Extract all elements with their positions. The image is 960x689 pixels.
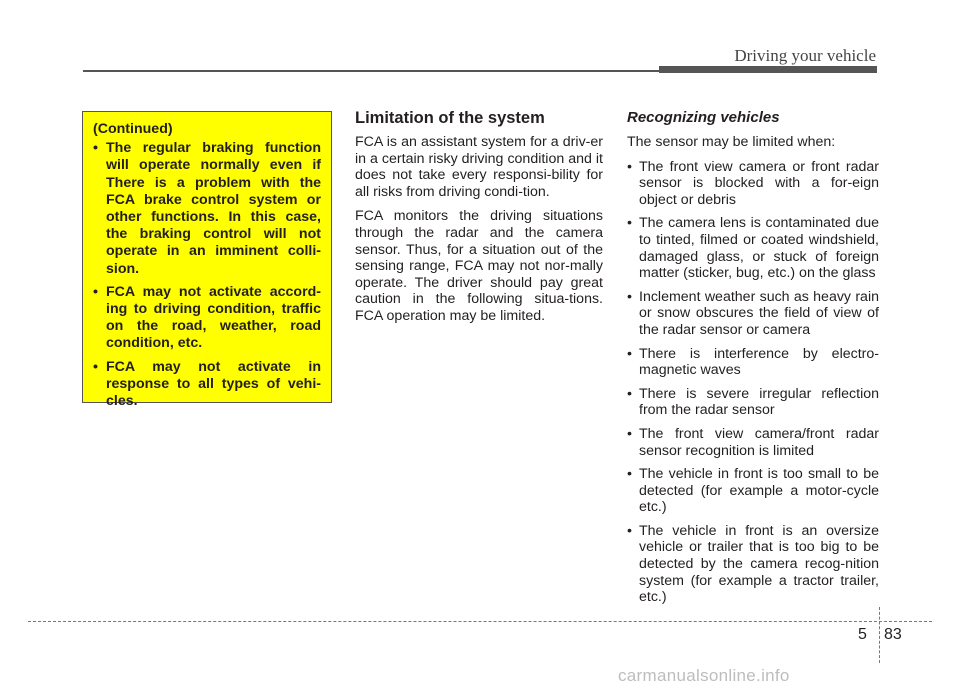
bullet-icon: • bbox=[627, 288, 632, 305]
warning-item bbox=[93, 359, 321, 411]
paragraph: FCA monitors the driving situations through the radar and the camera sensor. Thus, for a situation out of the sensing range, FCA may not nor-mally operate. The driver should pay great caution in the following situa-tions. FCA operation may be limited. bbox=[355, 208, 603, 324]
bullet-icon: • bbox=[93, 283, 98, 300]
list-item-text: There is severe irregular reflection from the radar sensor bbox=[639, 385, 879, 419]
bullet-icon: • bbox=[93, 140, 98, 157]
warning-box bbox=[82, 111, 332, 410]
header-bar bbox=[659, 66, 877, 73]
bullet-icon: • bbox=[627, 466, 632, 483]
bullet-icon: • bbox=[627, 522, 632, 539]
warning-item-text: The regular braking function will operate normally even if There is a problem with the FCA brake control system or other functions. In this case, the braking control will not operate in an imminent colli-sion. bbox=[106, 140, 321, 277]
recognizing-section bbox=[627, 109, 879, 613]
list-item-text: There is interference by electro-magnetic waves bbox=[639, 345, 879, 379]
bullet-icon: • bbox=[627, 385, 632, 402]
list-item bbox=[627, 159, 879, 209]
list-item bbox=[627, 386, 879, 419]
list-item-text: Inclement weather such as heavy rain or snow obscures the field of view of the radar sensor or camera bbox=[639, 288, 879, 338]
limitation-section bbox=[355, 109, 603, 333]
list-item-text: The vehicle in front is too small to be detected (for example a motor-cycle etc.) bbox=[639, 466, 879, 516]
bullet-icon: • bbox=[627, 215, 632, 232]
bullet-icon: • bbox=[627, 158, 632, 175]
list-item bbox=[627, 346, 879, 379]
footer-divider bbox=[879, 607, 880, 663]
watermark: carmanualsonline.info bbox=[618, 666, 790, 685]
list-item bbox=[627, 426, 879, 459]
list-item bbox=[627, 466, 879, 516]
bullet-icon: • bbox=[627, 425, 632, 442]
warning-item-text: FCA may not activate accord-ing to driving condition, traffic on the road, weather, road condition, etc. bbox=[106, 283, 321, 352]
bullet-icon: • bbox=[93, 358, 98, 375]
header-title: Driving your vehicle bbox=[734, 46, 876, 65]
page-number: 83 bbox=[884, 626, 902, 643]
warning-item bbox=[93, 140, 321, 278]
chapter-number: 5 bbox=[858, 626, 867, 643]
warning-item bbox=[93, 284, 321, 353]
list-item bbox=[627, 289, 879, 339]
list-item-text: The camera lens is contaminated due to tinted, filmed or coated windshield, damaged glass, or stuck of foreign matter (sticker, bug, etc.) on the glass bbox=[639, 215, 879, 282]
list-item-text: The vehicle in front is an oversize vehicle or trailer that is too big to be detected by the camera recog-nition system (for example a tractor trailer, etc.) bbox=[639, 522, 879, 606]
footer-rule bbox=[28, 621, 932, 622]
list-item bbox=[627, 215, 879, 281]
warning-item-text: FCA may not activate in response to all types of vehi-cles. bbox=[106, 358, 321, 410]
bullet-icon: • bbox=[627, 345, 632, 362]
intro-text: The sensor may be limited when: bbox=[627, 134, 836, 150]
subsection-title: Recognizing vehicles bbox=[627, 109, 780, 126]
section-title: Limitation of the system bbox=[355, 109, 545, 127]
header-rule bbox=[83, 70, 659, 72]
list-item bbox=[627, 523, 879, 606]
paragraph: FCA is an assistant system for a driv-er in a certain risky driving condition and it does not take every responsi-bility for all risks from driving condi-tion. bbox=[355, 134, 603, 200]
list-item-text: The front view camera or front radar sensor is blocked with a for-eign object or debris bbox=[639, 158, 879, 208]
warning-continued: (Continued) bbox=[93, 121, 173, 137]
list-item-text: The front view camera/front radar sensor recognition is limited bbox=[639, 425, 879, 459]
